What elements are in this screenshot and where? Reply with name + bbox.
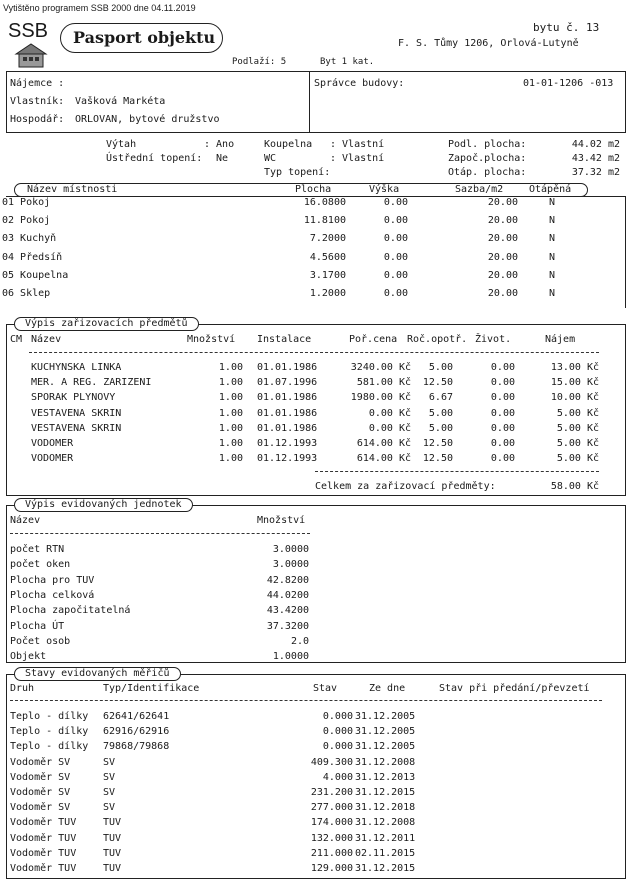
col-qty: Množství xyxy=(187,334,236,345)
table-row xyxy=(7,741,625,755)
manager-label: Hospodář: xyxy=(10,114,65,125)
meter-date: 31.12.2015 xyxy=(355,863,416,874)
equip-yearly: 5.00 xyxy=(428,362,453,373)
meter-date: 31.12.2008 xyxy=(355,817,416,829)
meter-type: 62916/62916 xyxy=(103,726,170,738)
meters-tab: Stavy evidovaných měřičů xyxy=(14,667,181,681)
meter-state: 277.000 xyxy=(310,802,353,814)
room-heated: N xyxy=(548,251,556,263)
unit-name: Plocha ÚT xyxy=(10,620,65,632)
elevator-value: : Ano xyxy=(204,139,235,150)
col-handover: Stav při předání/převzetí xyxy=(439,683,590,694)
equip-yearly: 12.50 xyxy=(422,438,453,449)
equip-name: VESTAVENA SKRIN xyxy=(31,407,122,419)
table-row xyxy=(2,233,625,247)
room-height: 0.00 xyxy=(383,233,408,245)
col-rate: Sazba/m2 xyxy=(455,184,504,195)
room-height: 0.00 xyxy=(383,269,408,281)
equip-price: 1980.00 Kč xyxy=(350,392,411,404)
equip-rent: 5.00 Kč xyxy=(556,438,599,449)
room-heated: N xyxy=(548,288,556,299)
manager-value: ORLOVAN, bytové družstvo xyxy=(75,114,220,125)
meter-kind: Vodoměr SV xyxy=(10,787,71,798)
equip-rent: 15.00 Kč xyxy=(550,377,599,389)
equip-qty: 1.00 xyxy=(218,453,243,465)
room-area: 4.5600 xyxy=(309,251,346,263)
col-type: Typ/Identifikace xyxy=(103,683,200,694)
unit-qty: 3.0000 xyxy=(272,544,309,555)
meter-type: SV xyxy=(103,802,116,814)
floor-area-value: 44.02 m2 xyxy=(571,139,620,150)
heated-area-value: 37.32 m2 xyxy=(571,167,620,178)
room-name: 04 Předsíň xyxy=(2,251,63,263)
heat-type-label: Typ topení: xyxy=(264,167,331,178)
unit-name: Plocha započitatelná xyxy=(10,605,131,617)
meter-state: 231.200 xyxy=(310,787,353,798)
equip-rent: 5.00 Kč xyxy=(556,407,599,419)
meter-kind: Vodoměr TUV xyxy=(10,817,77,829)
table-row xyxy=(7,377,625,391)
unit-name: počet RTN xyxy=(10,544,65,555)
col-area: Plocha xyxy=(295,184,332,195)
equip-yearly: 5.00 xyxy=(428,422,453,434)
equip-install: 01.07.1996 xyxy=(257,377,318,389)
heated-area-label: Otáp. plocha: xyxy=(448,167,527,178)
equip-rent: 5.00 Kč xyxy=(556,453,599,465)
col-life: Život. xyxy=(475,334,512,345)
equip-price: 581.00 Kč xyxy=(356,377,411,389)
col-heated: Otápěná xyxy=(529,184,572,195)
meter-type: SV xyxy=(103,771,116,783)
table-row xyxy=(7,772,625,786)
meter-date: 31.12.2005 xyxy=(355,741,416,753)
equip-install: 01.01.1986 xyxy=(257,407,318,419)
meter-state: 0.000 xyxy=(322,711,353,722)
equipment-tab: Výpis zařizovacích předmětů xyxy=(14,317,199,331)
building-code: 01-01-1206 -013 xyxy=(523,78,614,89)
table-row xyxy=(7,636,625,650)
room-rate: 20.00 xyxy=(487,215,518,227)
table-row xyxy=(7,438,625,452)
meter-state: 4.000 xyxy=(322,771,353,783)
meter-kind: Vodoměr TUV xyxy=(10,832,77,844)
table-row xyxy=(7,863,625,877)
bath-label: Koupelna xyxy=(264,139,313,150)
equip-install: 01.12.1993 xyxy=(257,453,318,465)
room-height: 0.00 xyxy=(383,288,408,299)
table-row xyxy=(7,559,625,573)
admin-label: Správce budovy: xyxy=(314,78,405,89)
equip-qty: 1.00 xyxy=(218,392,243,404)
room-name: 02 Pokoj xyxy=(2,215,51,227)
meter-date: 31.12.2013 xyxy=(355,771,416,783)
equip-install: 01.12.1993 xyxy=(257,438,318,449)
table-row xyxy=(7,423,625,437)
room-area: 11.8100 xyxy=(303,215,346,227)
meter-kind: Vodoměr TUV xyxy=(10,863,77,874)
room-heated: N xyxy=(548,269,556,281)
equip-price: 614.00 Kč xyxy=(356,438,411,449)
meter-type: TUV xyxy=(103,817,122,829)
meter-state: 174.000 xyxy=(310,817,353,829)
equip-rent: 13.00 Kč xyxy=(550,362,599,373)
equip-name: KUCHYNSKA LINKA xyxy=(31,362,122,373)
table-row xyxy=(7,848,625,862)
rooms-tab-label: Název místnosti xyxy=(27,184,118,195)
equip-yearly: 6.67 xyxy=(428,392,453,404)
equip-life: 0.00 xyxy=(490,407,515,419)
unit-name: Plocha pro TUV xyxy=(10,574,95,586)
wc-value: : Vlastní xyxy=(330,153,385,164)
unit-name: počet oken xyxy=(10,559,71,571)
title-frame xyxy=(60,23,223,53)
meter-date: 02.11.2015 xyxy=(355,847,416,859)
equip-price: 3240.00 Kč xyxy=(350,362,411,373)
room-heated: N xyxy=(548,233,556,245)
meter-kind: Teplo - dílky xyxy=(10,711,89,722)
table-row xyxy=(2,251,625,266)
room-heated: N xyxy=(548,215,556,227)
meter-state: 0.000 xyxy=(322,741,353,753)
col-rent: Nájem xyxy=(545,334,576,345)
tenant-label: Nájemce : xyxy=(10,78,65,89)
unit-name: Počet osob xyxy=(10,635,71,647)
equip-name: MER. A REG. ZARIZENI xyxy=(31,377,152,389)
equipment-box xyxy=(6,324,626,496)
equip-rent: 5.00 Kč xyxy=(556,422,599,434)
equip-life: 0.00 xyxy=(490,392,515,404)
room-name: 03 Kuchyň xyxy=(2,233,57,245)
counted-area-value: 43.42 m2 xyxy=(571,153,620,164)
equip-price: 0.00 Kč xyxy=(368,422,411,434)
parties-box xyxy=(6,71,626,133)
bath-value: : Vlastní xyxy=(330,139,385,150)
table-row xyxy=(7,787,625,801)
equip-install: 01.01.1986 xyxy=(257,392,318,404)
equip-life: 0.00 xyxy=(490,453,515,465)
meter-type: TUV xyxy=(103,847,122,859)
units-rule xyxy=(10,533,310,534)
address: F. S. Tůmy 1206, Orlová-Lutyně xyxy=(398,38,579,49)
equip-install: 01.01.1986 xyxy=(257,422,318,434)
equipment-total-rule xyxy=(315,471,599,472)
equip-qty: 1.00 xyxy=(218,362,243,373)
equip-rent: 10.00 Kč xyxy=(550,392,599,404)
wc-label: WC xyxy=(264,153,277,164)
col-price: Poř.cena xyxy=(349,334,398,345)
equip-qty: 1.00 xyxy=(218,377,243,389)
equip-yearly: 12.50 xyxy=(422,453,453,465)
meters-box xyxy=(6,674,626,879)
equip-qty: 1.00 xyxy=(218,422,243,434)
equipment-total-label: Celkem za zařizovací předměty: xyxy=(315,481,496,492)
meter-kind: Vodoměr TUV xyxy=(10,847,77,859)
meter-date: 31.12.2015 xyxy=(355,787,416,798)
unit-qty: 37.3200 xyxy=(266,620,309,632)
equip-name: SPORAK PLYNOVY xyxy=(31,392,116,404)
meter-type: TUV xyxy=(103,832,122,844)
col-cm: CM xyxy=(10,334,23,345)
equip-yearly: 5.00 xyxy=(428,407,453,419)
meter-type: SV xyxy=(103,787,116,798)
owner-label: Vlastník: xyxy=(10,96,65,107)
logo-text: SSB xyxy=(8,20,49,42)
floor-area-label: Podl. plocha: xyxy=(448,139,527,150)
unit-number: bytu č. 13 xyxy=(533,21,600,34)
table-row xyxy=(7,544,625,558)
table-row xyxy=(7,392,625,406)
meter-kind: Vodoměr SV xyxy=(10,771,71,783)
equip-name: VODOMER xyxy=(31,438,74,449)
unit-qty: 1.0000 xyxy=(272,651,309,663)
meter-kind: Teplo - dílky xyxy=(10,741,89,753)
page-title: Pasport objektu xyxy=(73,28,216,47)
col-install: Instalace xyxy=(257,334,312,345)
equipment-total-value: 58.00 Kč xyxy=(550,481,599,492)
col-state: Stav xyxy=(313,683,338,694)
col-unit-name: Název xyxy=(10,515,41,526)
equip-life: 0.00 xyxy=(490,438,515,449)
unit-name: Objekt xyxy=(10,651,47,663)
room-rate: 20.00 xyxy=(487,269,518,281)
room-height: 0.00 xyxy=(383,251,408,263)
col-yearly: Roč.opotř. xyxy=(407,334,468,345)
meter-kind: Teplo - dílky xyxy=(10,726,89,738)
col-equip-name: Název xyxy=(31,334,62,345)
table-row xyxy=(2,269,625,284)
equip-life: 0.00 xyxy=(490,362,515,373)
col-height: Výška xyxy=(369,184,400,195)
units-tab: Výpis evidovaných jednotek xyxy=(14,498,193,512)
meter-state: 211.000 xyxy=(310,847,353,859)
col-kind: Druh xyxy=(10,683,35,694)
building-icon xyxy=(14,42,48,68)
table-row xyxy=(7,605,625,619)
room-name: 05 Koupelna xyxy=(2,269,69,281)
unit-qty: 3.0000 xyxy=(272,559,309,571)
table-row xyxy=(7,453,625,467)
room-rate: 20.00 xyxy=(487,288,518,299)
rooms-table xyxy=(2,196,626,308)
room-area: 16.0800 xyxy=(303,197,346,208)
table-row xyxy=(2,197,625,211)
meter-date: 31.12.2018 xyxy=(355,802,416,814)
room-rate: 20.00 xyxy=(487,197,518,208)
table-row xyxy=(7,621,625,635)
table-row xyxy=(7,408,625,422)
table-row xyxy=(2,215,625,229)
equip-life: 0.00 xyxy=(490,377,515,389)
heating-label: Ústřední topení: xyxy=(106,153,203,164)
meter-type: 79868/79868 xyxy=(103,741,170,753)
flat-category: Byt 1 kat. xyxy=(320,57,375,67)
table-row xyxy=(7,757,625,771)
floor-level: Podlaží: 5 xyxy=(232,57,287,67)
counted-area-label: Započ.plocha: xyxy=(448,153,527,164)
room-height: 0.00 xyxy=(383,215,408,227)
owner-value: Vašková Markéta xyxy=(75,96,166,107)
unit-qty: 42.8200 xyxy=(266,574,309,586)
room-area: 7.2000 xyxy=(309,233,346,245)
meter-state: 132.000 xyxy=(310,832,353,844)
elevator-label: Výtah xyxy=(106,139,137,150)
equip-life: 0.00 xyxy=(490,422,515,434)
room-rate: 20.00 xyxy=(487,251,518,263)
equip-price: 614.00 Kč xyxy=(356,453,411,465)
meters-rule xyxy=(10,700,602,701)
meter-date: 31.12.2008 xyxy=(355,756,416,768)
equip-name: VODOMER xyxy=(31,453,74,465)
meter-date: 31.12.2005 xyxy=(355,726,416,738)
table-row xyxy=(7,833,625,847)
meter-type: TUV xyxy=(103,863,122,874)
meter-kind: Vodoměr SV xyxy=(10,756,71,768)
table-row xyxy=(7,802,625,816)
meter-kind: Vodoměr SV xyxy=(10,802,71,814)
unit-qty: 2.0 xyxy=(290,635,309,647)
table-row xyxy=(7,817,625,831)
room-heated: N xyxy=(548,197,556,208)
equip-qty: 1.00 xyxy=(218,407,243,419)
equip-install: 01.01.1986 xyxy=(257,362,318,373)
unit-qty: 44.0200 xyxy=(266,589,309,601)
equip-name: VESTAVENA SKRIN xyxy=(31,422,122,434)
rooms-header-bar xyxy=(14,183,588,197)
heating-value: Ne xyxy=(216,153,229,164)
parties-divider xyxy=(309,72,310,132)
meter-type: SV xyxy=(103,756,116,768)
room-area: 3.1700 xyxy=(309,269,346,281)
meter-date: 31.12.2005 xyxy=(355,711,416,722)
room-rate: 20.00 xyxy=(487,233,518,245)
table-row xyxy=(7,711,625,725)
table-row xyxy=(2,288,625,302)
units-box xyxy=(6,505,626,663)
equip-price: 0.00 Kč xyxy=(368,407,411,419)
table-row xyxy=(7,575,625,589)
table-row xyxy=(7,590,625,604)
unit-qty: 43.4200 xyxy=(266,605,309,617)
meter-state: 409.300 xyxy=(310,756,353,768)
equipment-rule xyxy=(29,352,599,353)
col-unit-qty: Množství xyxy=(257,515,306,526)
table-row xyxy=(7,651,625,665)
room-area: 1.2000 xyxy=(309,288,346,299)
print-note: Vytištěno programem SSB 2000 dne 04.11.2019 xyxy=(3,3,196,13)
meter-type: 62641/62641 xyxy=(103,711,170,722)
equip-qty: 1.00 xyxy=(218,438,243,449)
room-name: 06 Sklep xyxy=(2,288,51,299)
table-row xyxy=(7,362,625,376)
room-name: 01 Pokoj xyxy=(2,197,51,208)
unit-name: Plocha celková xyxy=(10,589,95,601)
meter-date: 31.12.2011 xyxy=(355,832,416,844)
meter-state: 129.000 xyxy=(310,863,353,874)
room-height: 0.00 xyxy=(383,197,408,208)
col-date: Ze dne xyxy=(369,683,406,694)
table-row xyxy=(7,726,625,740)
meter-state: 0.000 xyxy=(322,726,353,738)
equip-yearly: 12.50 xyxy=(422,377,453,389)
